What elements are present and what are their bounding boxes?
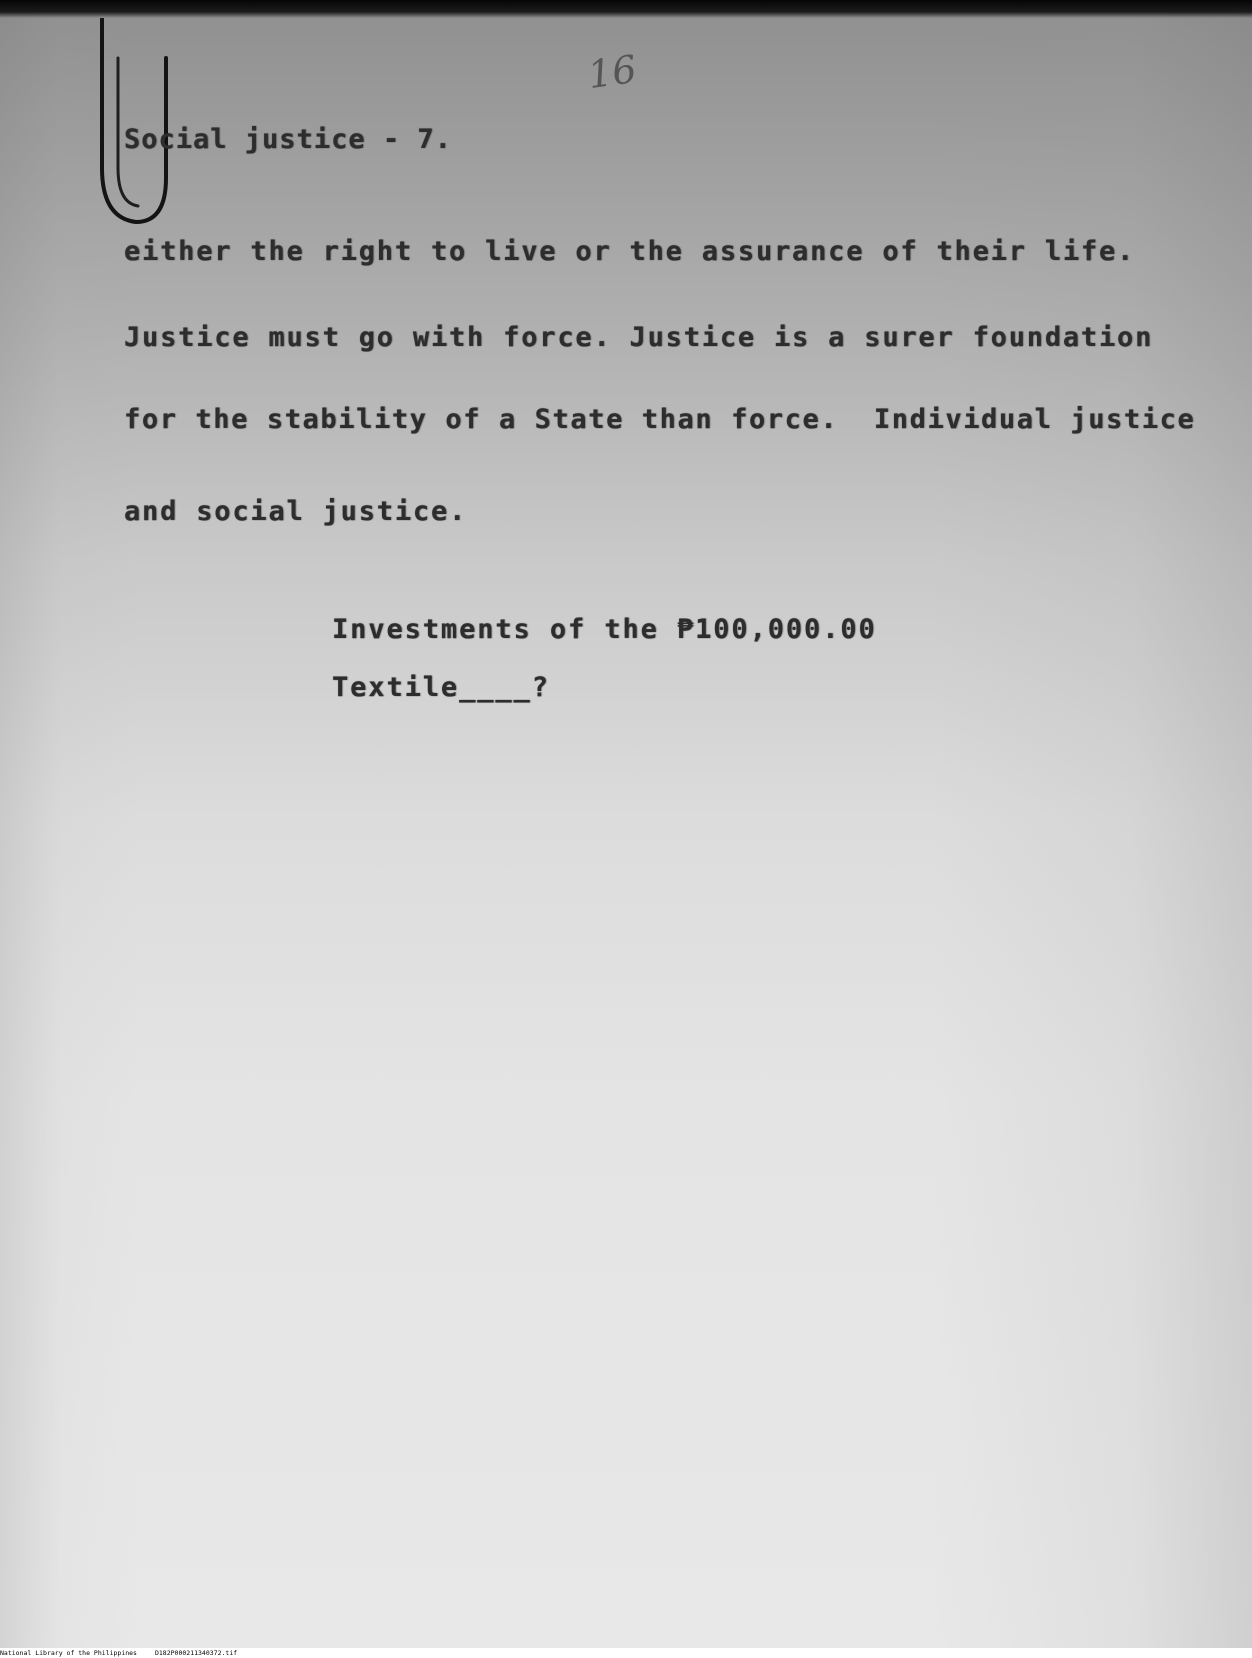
- textile-line: Textile____?: [332, 672, 550, 703]
- body-line-3: for the stability of a State than force. Individual justice: [124, 404, 1196, 435]
- scan-footer: [0, 1648, 1252, 1658]
- investments-line: Investments of the ₱100,000.00: [332, 614, 877, 645]
- footer-library: National Library of the Philippines: [0, 1649, 137, 1657]
- body-line-2: Justice must go with force. Justice is a surer foundation: [124, 322, 1154, 353]
- scan-top-edge: [0, 0, 1252, 18]
- handwritten-page-number: 16: [585, 46, 640, 98]
- body-line-4: and social justice.: [124, 496, 468, 527]
- paper-clip-icon: [96, 18, 176, 228]
- body-line-1: either the right to live or the assurance of their life.: [124, 236, 1136, 267]
- footer-file-name: D182P000211340372.tif: [154, 1649, 238, 1657]
- document-heading: Social justice - 7.: [124, 124, 452, 155]
